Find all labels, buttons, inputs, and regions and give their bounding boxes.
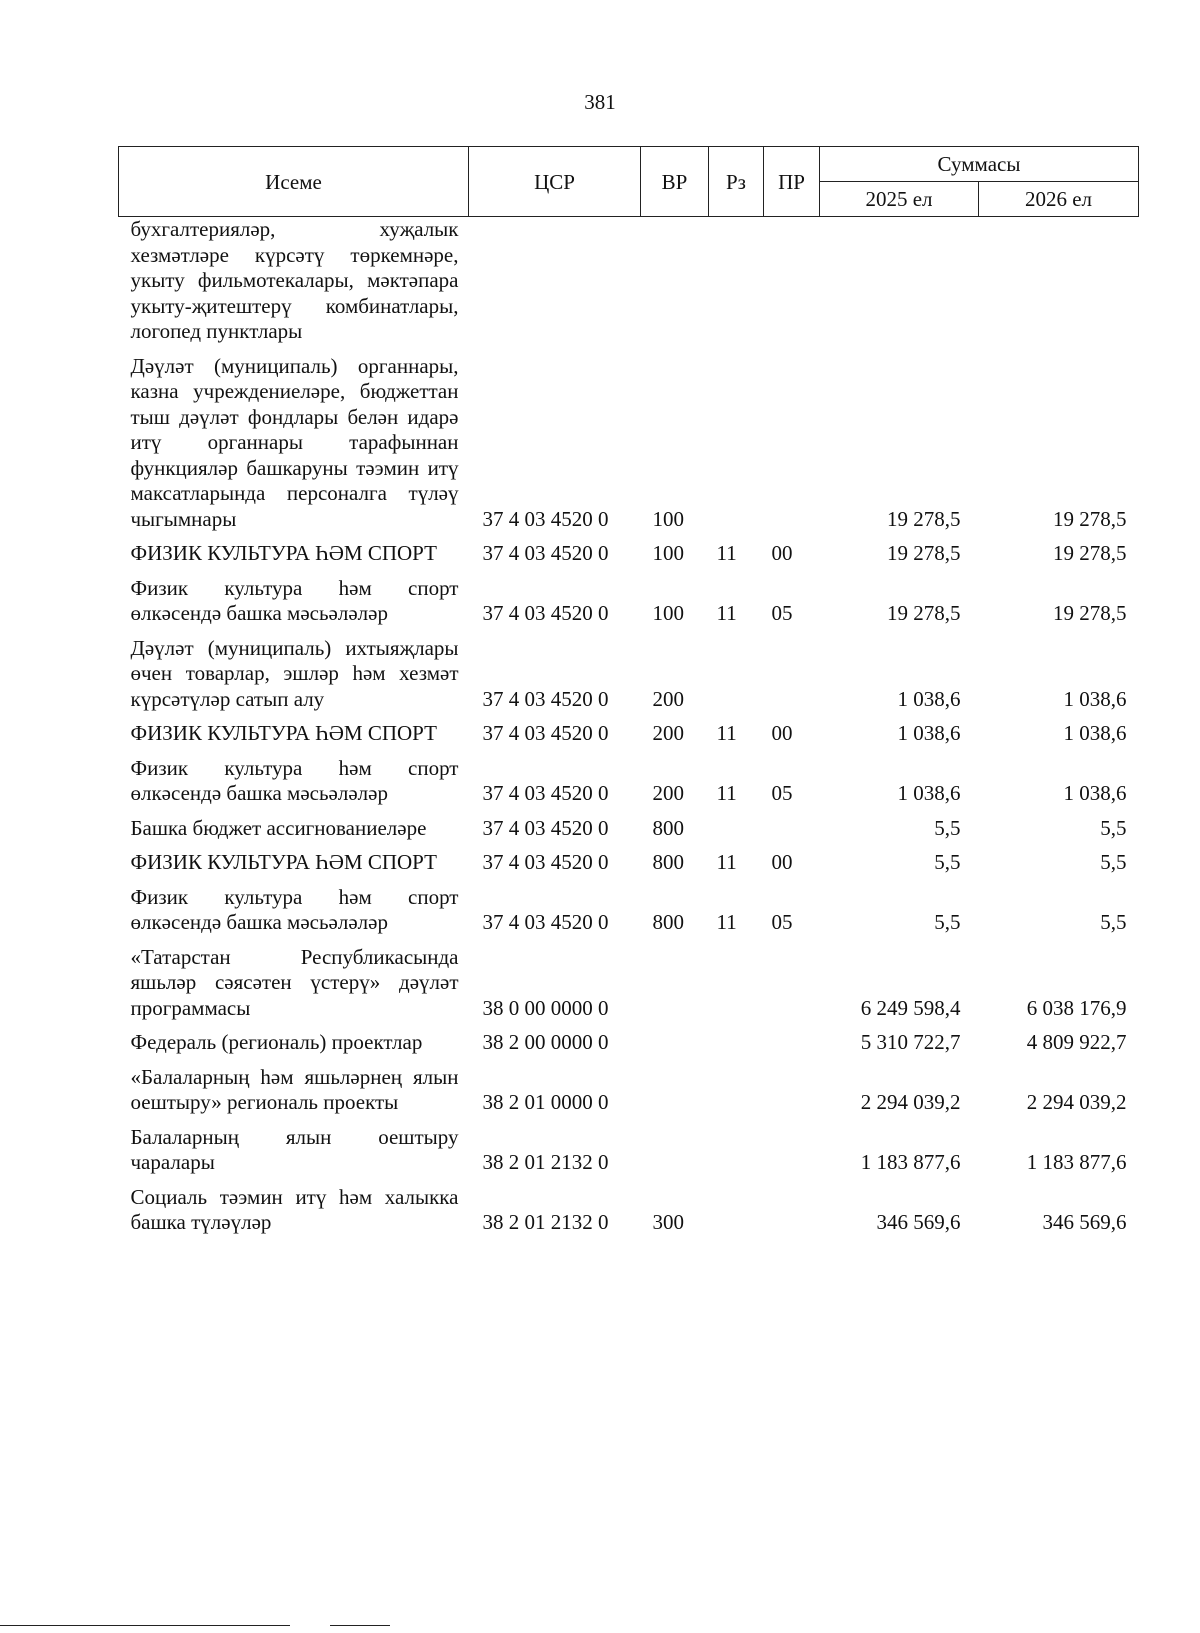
table-row bbox=[119, 217, 1139, 354]
cell-vr: 800 bbox=[652, 910, 684, 934]
cell-2026: 1 038,6 bbox=[1063, 721, 1127, 745]
table-row bbox=[119, 636, 1139, 722]
cell-rz: 11 bbox=[716, 721, 737, 745]
cell-csr bbox=[469, 217, 641, 354]
cell-2025: 6 249 598,4 bbox=[860, 995, 961, 1020]
cell-csr: 37 4 03 4520 0 bbox=[482, 850, 609, 874]
footer-rule bbox=[0, 1625, 290, 1626]
cell-csr: 37 4 03 4520 0 bbox=[482, 506, 609, 531]
cell-vr: 100 bbox=[652, 541, 684, 565]
cell-vr: 200 bbox=[652, 781, 684, 805]
cell-name: Физик культура һәм спорт өлкәсендә башка мәсьәләләр bbox=[130, 575, 459, 625]
cell-2025: 2 294 039,2 bbox=[860, 1090, 961, 1114]
cell-name: бухгалтерияләр, хуҗалык хезмәтләре күрсәтү төркемнәре, укыту фильмотекалары, мәктәпара укыту-җитештерү комбинатлары, логопед пунктлары bbox=[130, 217, 459, 343]
cell-2025: 346 569,6 bbox=[876, 1210, 961, 1234]
cell-rz bbox=[709, 945, 764, 1031]
header-csr: ЦСР bbox=[469, 147, 641, 217]
header-name: Исеме bbox=[119, 147, 469, 217]
cell-2026: 1 038,6 bbox=[1063, 781, 1127, 805]
table-row bbox=[119, 816, 1139, 851]
cell-vr bbox=[641, 1125, 709, 1185]
cell-2025: 5,5 bbox=[934, 815, 961, 840]
cell-name: Дәүләт (муниципаль) ихтыяҗлары өчен товарлар, эшләр һәм хезмәт күрсәтүләр сатып алу bbox=[130, 635, 459, 711]
cell-pr bbox=[764, 636, 820, 722]
cell-2026: 346 569,6 bbox=[1042, 1210, 1127, 1234]
cell-pr: 00 bbox=[771, 721, 793, 745]
table-row bbox=[119, 756, 1139, 816]
cell-rz: 11 bbox=[716, 910, 737, 934]
cell-2026: 5,5 bbox=[1100, 815, 1127, 840]
table-row bbox=[119, 1065, 1139, 1125]
cell-pr bbox=[764, 1030, 820, 1065]
cell-csr: 37 4 03 4520 0 bbox=[482, 601, 609, 625]
cell-csr: 38 2 00 0000 0 bbox=[482, 1030, 609, 1054]
cell-name: Балаларның ялын оештыру чаралары bbox=[130, 1124, 459, 1174]
cell-2025: 5,5 bbox=[934, 850, 961, 874]
cell-vr: 300 bbox=[652, 1210, 684, 1234]
cell-2025: 19 278,5 bbox=[887, 541, 961, 565]
cell-vr bbox=[641, 1030, 709, 1065]
cell-2026: 1 038,6 bbox=[1063, 686, 1127, 711]
footer-rule-short bbox=[330, 1625, 390, 1626]
cell-pr bbox=[764, 945, 820, 1031]
cell-rz bbox=[709, 636, 764, 722]
header-pr: ПР bbox=[764, 147, 820, 217]
cell-rz bbox=[709, 1065, 764, 1125]
cell-name: ФИЗИК КУЛЬТУРА ҺӘМ СПОРТ bbox=[130, 541, 437, 565]
cell-2025: 5 310 722,7 bbox=[860, 1030, 961, 1054]
cell-pr bbox=[764, 816, 820, 851]
table-row bbox=[119, 576, 1139, 636]
cell-pr: 00 bbox=[771, 850, 793, 874]
cell-csr: 37 4 03 4520 0 bbox=[482, 910, 609, 934]
cell-2026: 19 278,5 bbox=[1053, 506, 1127, 531]
table-body bbox=[119, 217, 1139, 1245]
cell-name: «Татарстан Республикасында яшьләр сәясәтен үстерү» дәүләт программасы bbox=[130, 944, 459, 1020]
cell-2025: 19 278,5 bbox=[887, 506, 961, 531]
cell-pr bbox=[764, 217, 820, 354]
cell-name: Физик культура һәм спорт өлкәсендә башка мәсьәләләр bbox=[130, 755, 459, 805]
cell-pr: 05 bbox=[771, 910, 793, 934]
cell-csr: 38 2 01 2132 0 bbox=[482, 1210, 609, 1234]
cell-2026: 19 278,5 bbox=[1053, 541, 1127, 565]
cell-csr: 37 4 03 4520 0 bbox=[482, 721, 609, 745]
cell-2025 bbox=[820, 217, 979, 354]
cell-csr: 37 4 03 4520 0 bbox=[482, 686, 609, 711]
cell-2026 bbox=[979, 217, 1139, 354]
cell-vr: 800 bbox=[652, 815, 684, 840]
cell-name: Физик культура һәм спорт өлкәсендә башка мәсьәләләр bbox=[130, 884, 459, 934]
cell-name: Башка бюджет ассигнованиеләре bbox=[130, 815, 427, 840]
table-row bbox=[119, 354, 1139, 542]
table-row bbox=[119, 850, 1139, 885]
table-row bbox=[119, 541, 1139, 576]
cell-2025: 19 278,5 bbox=[887, 601, 961, 625]
header-year-2025: 2025 ел bbox=[820, 182, 979, 217]
cell-2025: 1 183 877,6 bbox=[860, 1150, 961, 1174]
cell-2026: 1 183 877,6 bbox=[1026, 1150, 1127, 1174]
table-row bbox=[119, 1125, 1139, 1185]
cell-rz bbox=[709, 1030, 764, 1065]
cell-rz: 11 bbox=[716, 601, 737, 625]
cell-rz bbox=[709, 1125, 764, 1185]
header-vr: ВР bbox=[641, 147, 709, 217]
table-row bbox=[119, 1185, 1139, 1245]
table-row bbox=[119, 945, 1139, 1031]
cell-pr: 00 bbox=[771, 541, 793, 565]
cell-2026: 5,5 bbox=[1100, 910, 1127, 934]
cell-vr: 800 bbox=[652, 850, 684, 874]
table-row bbox=[119, 1030, 1139, 1065]
cell-rz bbox=[709, 1185, 764, 1245]
cell-csr: 37 4 03 4520 0 bbox=[482, 815, 609, 840]
cell-2026: 19 278,5 bbox=[1053, 601, 1127, 625]
budget-table bbox=[118, 146, 1139, 1245]
cell-pr bbox=[764, 1125, 820, 1185]
cell-vr bbox=[641, 945, 709, 1031]
cell-vr: 200 bbox=[652, 721, 684, 745]
cell-rz: 11 bbox=[716, 781, 737, 805]
header-year-2026: 2026 ел bbox=[979, 182, 1139, 217]
cell-name: Социаль тәэмин итү һәм халыкка башка түләүләр bbox=[130, 1184, 459, 1234]
cell-2025: 1 038,6 bbox=[897, 721, 961, 745]
cell-2025: 1 038,6 bbox=[897, 781, 961, 805]
cell-pr bbox=[764, 1185, 820, 1245]
cell-name: Федераль (региональ) проектлар bbox=[130, 1030, 423, 1054]
header-rz: Рз bbox=[709, 147, 764, 217]
cell-csr: 37 4 03 4520 0 bbox=[482, 541, 609, 565]
page-number: 381 bbox=[584, 90, 616, 114]
cell-vr bbox=[641, 1065, 709, 1125]
cell-vr: 100 bbox=[652, 506, 684, 531]
cell-rz bbox=[709, 816, 764, 851]
cell-pr: 05 bbox=[771, 601, 793, 625]
cell-name: Дәүләт (муниципаль) органнары, казна учреждениеләре, бюджеттан тыш дәүләт фондлары белән идарә итү органнары тарафыннан функцияләр башкаруны тәэмин итү максатларында персоналга түләү чыгымнары bbox=[130, 353, 459, 531]
cell-pr: 05 bbox=[771, 781, 793, 805]
cell-2026: 4 809 922,7 bbox=[1026, 1030, 1127, 1054]
table-header bbox=[119, 147, 1139, 217]
cell-pr bbox=[764, 1065, 820, 1125]
cell-name: «Балаларның һәм яшьләрнең ялын оештыру» региональ проекты bbox=[130, 1064, 459, 1114]
cell-csr: 38 0 00 0000 0 bbox=[482, 995, 609, 1020]
cell-vr bbox=[641, 217, 709, 354]
cell-2025: 1 038,6 bbox=[897, 686, 961, 711]
cell-2025: 5,5 bbox=[934, 910, 961, 934]
cell-csr: 38 2 01 2132 0 bbox=[482, 1150, 609, 1174]
cell-name: ФИЗИК КУЛЬТУРА ҺӘМ СПОРТ bbox=[130, 721, 437, 745]
cell-pr bbox=[764, 354, 820, 542]
cell-2026: 5,5 bbox=[1100, 850, 1127, 874]
cell-rz: 11 bbox=[716, 541, 737, 565]
cell-csr: 37 4 03 4520 0 bbox=[482, 781, 609, 805]
cell-vr: 100 bbox=[652, 601, 684, 625]
cell-rz bbox=[709, 354, 764, 542]
cell-rz: 11 bbox=[716, 850, 737, 874]
cell-csr: 38 2 01 0000 0 bbox=[482, 1090, 609, 1114]
cell-2026: 6 038 176,9 bbox=[1026, 995, 1127, 1020]
cell-rz bbox=[709, 217, 764, 354]
header-sums: Суммасы bbox=[820, 147, 1139, 182]
cell-2026: 2 294 039,2 bbox=[1026, 1090, 1127, 1114]
cell-name: ФИЗИК КУЛЬТУРА ҺӘМ СПОРТ bbox=[130, 850, 437, 874]
table-row bbox=[119, 721, 1139, 756]
table-row bbox=[119, 885, 1139, 945]
cell-vr: 200 bbox=[652, 686, 684, 711]
